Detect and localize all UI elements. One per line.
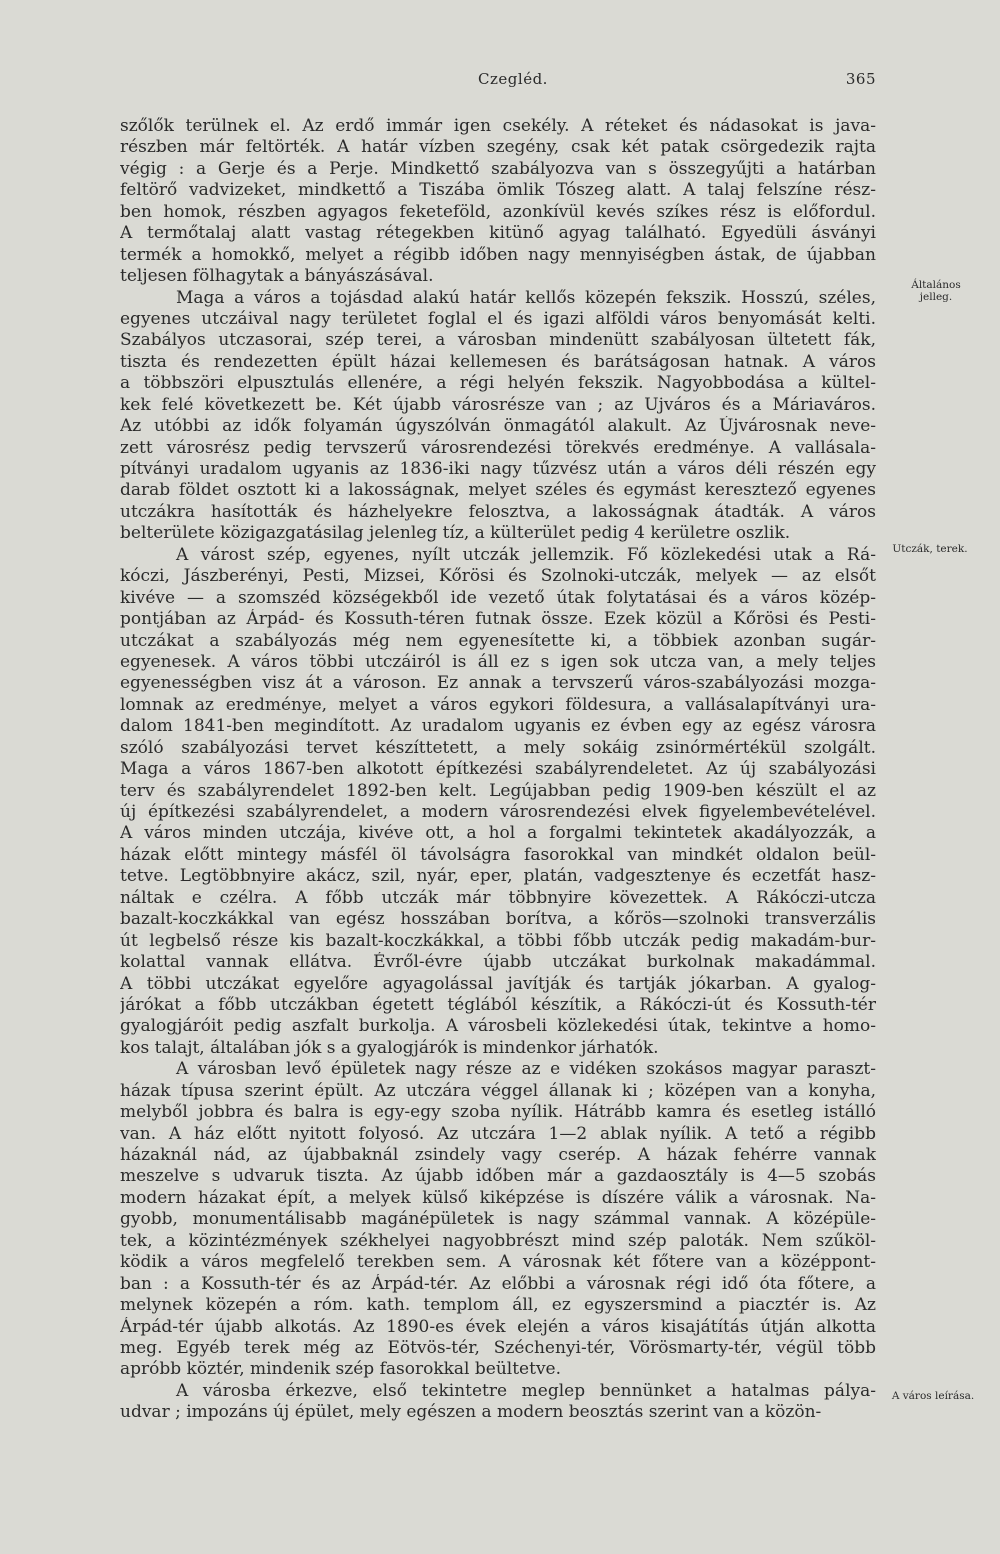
- text-line: járókat a főbb utczákban égetett téglából készítik, a Rákóczi-út és Kossuth-tér: [120, 994, 876, 1015]
- text-line: A városba érkezve, első tekintetre meglep bennünket a hatalmas pálya-: [176, 1380, 876, 1401]
- margin-note-a-varos-leirasa: [882, 1390, 984, 1402]
- text-line: Maga a város 1867-ben alkotott építkezési szabályrendeletet. Az új szabályozási: [120, 759, 876, 780]
- text-line: pontjában az Árpád- és Kossuth-téren futnak össze. Ezek közül a Kőrösi és Pesti-: [120, 609, 876, 630]
- text-line: Az utóbbi az idők folyamán úgyszólván önmagától alakult. Az Újvárosnak neve-: [120, 416, 876, 437]
- page-number: 365: [845, 70, 876, 88]
- text-line: kivéve — a szomszéd községekből ide vezető útak folytatásai és a város közép-: [120, 587, 876, 608]
- text-line: utczákra hasították és házhelyekre felosztva, a lakosságnak átadták. A város: [120, 501, 876, 522]
- body-text: [120, 116, 876, 1424]
- text-line: apróbb köztér, mindenik szép fasorokkal beültetve.: [120, 1359, 562, 1380]
- text-line: modern házakat épít, a melyek külső kiképzése is díszére válik a városnak. Na-: [120, 1187, 876, 1208]
- text-line: zett városrész pedig tervszerű városrendezési törekvés eredménye. A vallásala-: [120, 437, 876, 458]
- text-line: A várost szép, egyenes, nyílt utczák jellemzik. Fő közlekedési utak a Rá-: [176, 544, 876, 565]
- text-line: végig : a Gerje és a Perje. Mindkettő szabályozva van s összegyűjti a határban: [120, 158, 876, 179]
- text-line: kóczi, Jászberényi, Pesti, Mizsei, Kőrösi és Szolnoki-utczák, melyek — az elsőt: [120, 566, 876, 587]
- text-line: kolattal vannak ellátva. Évről-évre újabb utczákat burkolnak makadámmal.: [120, 952, 876, 973]
- text-line: udvar ; impozáns új épület, mely egészen a modern beosztás szerint van a közön-: [120, 1402, 822, 1423]
- text-line: házak előtt mintegy másfél öl távolságra fasorokkal van mindkét oldalon beül-: [120, 844, 876, 865]
- text-line: ban : a Kossuth-tér és az Árpád-tér. Az előbbi a városnak régi idő óta főtere, a: [120, 1273, 876, 1294]
- text-line: belterülete közigazgatásilag jelenleg tíz, a külterület pedig 4 kerületre oszlik.: [120, 523, 791, 544]
- text-line: Maga a város a tojásdad alakú határ kellős közepén fekszik. Hosszú, széles,: [176, 287, 876, 308]
- text-line: a többszöri elpusztulás ellenére, a régi helyén fekszik. Nagyobbodása a kültel-: [120, 373, 876, 394]
- text-line: egyenesek. A város többi utczáiról is áll ez s igen sok utcza van, a mely teljes: [120, 651, 876, 672]
- text-line: új építkezési szabályrendelet, a modern városrendezési elvek figyelembevételével.: [120, 802, 876, 822]
- text-line: A város minden utczája, kivéve ott, a hol a forgalmi tekintetek akadályozzák, a: [120, 823, 876, 844]
- text-line: A városban levő épületek nagy része az e vidéken szokásos magyar paraszt-: [176, 1059, 876, 1080]
- text-line: termék a homokkő, melyet a régibb időben nagy mennyiségben ástak, de újabban: [120, 244, 876, 265]
- text-line: van. A ház előtt nyitott folyosó. Az utczára 1—2 ablak nyílik. A tető a régibb: [120, 1123, 876, 1144]
- text-line: náltak e czélra. A főbb utczák már többnyire kövezettek. A Rákóczi-utcza: [120, 887, 876, 908]
- text-line: kek felé következett be. Két újabb városrésze van ; az Ujváros és a Máriaváros.: [120, 394, 876, 415]
- text-line: darab földet osztott ki a lakosságnak, melyet széles és egymást keresztező egyenes: [120, 480, 876, 501]
- text-line: ben homok, részben agyagos feketeföld, azonkívül kevés szíkes rész is előfordul.: [120, 201, 876, 222]
- text-line: ködik a város megfelelő terekben sem. A városnak két főtere van a középpont-: [120, 1252, 876, 1273]
- text-line: részben már feltörték. A határ vízben szegény, csak két patak csörgedezik rajta: [120, 137, 876, 158]
- header-title: Czegléd.: [478, 70, 548, 88]
- margin-note-utczak-terek: [880, 543, 980, 555]
- text-line: feltörő vadvizeket, mindkettő a Tiszába ömlik Tószeg alatt. A talaj felszíne rész-: [120, 180, 876, 201]
- running-header: [120, 70, 876, 94]
- text-line: tetve. Legtöbbnyire akácz, szil, nyár, eper, platán, vadgesztenye és eczetfát hasz-: [120, 866, 876, 887]
- text-line: egyenességben visz át a városon. Ez annak a tervszerű város-szabályozási mozga-: [120, 673, 876, 694]
- text-line: meszelve s udvaruk tiszta. Az újabb időben már a gazdaosztály is 4—5 szobás: [120, 1166, 876, 1187]
- text-line: utczákat a szabályozás még nem egyenesítette ki, a többiek azonban sugár-: [120, 630, 876, 651]
- text-line: szóló szabályozási tervet készíttetett, a mely sokáig zsinórmértékül szolgált.: [120, 737, 876, 758]
- text-line: út legbelső része kis bazalt-koczkákkal, a többi főbb utczák pedig makadám-bur-: [120, 930, 876, 951]
- text-line: gyobb, monumentálisabb magánépületek is nagy számmal vannak. A középüle-: [120, 1209, 876, 1230]
- text-line: teljesen fölhagytak a bányászásával.: [120, 266, 434, 287]
- text-line: lomnak az eredménye, melyet a város egykori földesura, a vallásalapítványi ura-: [120, 694, 876, 715]
- margin-note-line: Utczák, terek.: [892, 543, 968, 555]
- text-line: bazalt-koczkákkal van egész hosszában borítva, a kőrös—szolnoki transverzális: [120, 909, 876, 930]
- text-line: gyalogjáróit pedig aszfalt burkolja. A városbeli közlekedési útak, tekintve a homo-: [120, 1016, 876, 1037]
- text-line: Szabályos utczasorai, szép terei, a városban mindenütt szabályosan ültetett fák,: [120, 330, 876, 351]
- text-line: házak típusa szerint épült. Az utczára véggel állanak ki ; középen van a konyha,: [120, 1080, 876, 1101]
- text-line: melyből jobbra és balra is egy-egy szoba nyílik. Hátrább kamra és esetleg istálló: [120, 1102, 876, 1123]
- text-line: tiszta és rendezetten épült házai kellemesen és barátságosan hatnak. A város: [120, 351, 876, 372]
- text-line: A termőtalaj alatt vastag rétegekben kitünő agyag található. Egyedüli ásványi: [120, 223, 876, 244]
- text-line: Árpád-tér újabb alkotás. Az 1890-es évek elején a város kisajátítás útján alkotta: [120, 1316, 876, 1337]
- margin-note-line: Általános: [911, 279, 961, 291]
- text-line: tek, a közintézmények székhelyei nagyobbrészt mind szép paloták. Nem szűköl-: [120, 1230, 876, 1251]
- text-line: pítványi uradalom ugyanis az 1836-iki nagy tűzvész után a város déli részén egy: [120, 459, 876, 479]
- margin-note-altalanos-jelleg: [896, 279, 976, 303]
- margin-note-line: A város leírása.: [891, 1390, 975, 1402]
- margin-note-line: jelleg.: [919, 291, 953, 303]
- text-line: házaknál nád, az újabbaknál zsindely vagy cserép. A házak fehérre vannak: [120, 1145, 876, 1165]
- text-line: terv és szabályrendelet 1892-ben kelt. Legújabban pedig 1909-ben készült el az: [120, 780, 876, 801]
- text-line: meg. Egyéb terek még az Eötvös-tér, Széchenyi-tér, Vörösmarty-tér, végül több: [120, 1337, 876, 1358]
- text-line: egyenes utczáival nagy területet foglal el és igazi alföldi város benyomását kelti.: [120, 308, 876, 329]
- text-line: szőlők terülnek el. Az erdő immár igen csekély. A réteket és nádasokat is java-: [120, 116, 876, 136]
- text-line: kos talajt, általában jók s a gyalogjárók is mindenkor járhatók.: [120, 1037, 659, 1058]
- text-line: dalom 1841-ben megindított. Az uradalom ugyanis ez évben egy az egész városra: [120, 716, 876, 737]
- text-line: melynek közepén a róm. kath. templom áll, ez egyszersmind a piacztér is. Az: [120, 1295, 876, 1316]
- text-line: A többi utczákat egyelőre agyagolással javítják és tartják jókarban. A gyalog-: [120, 973, 876, 994]
